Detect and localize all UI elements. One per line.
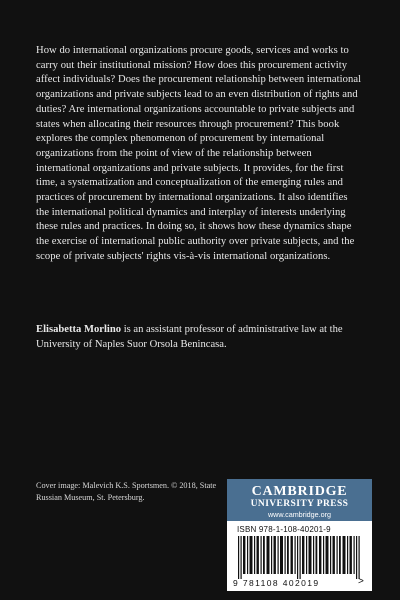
barcode-digits: 9 781108 402019 (233, 578, 320, 588)
publisher-url: www.cambridge.org (267, 510, 332, 519)
blurb-paragraph: How do international organizations procure goods, services and works to carry out their institutional mission? How does this procurement activity affect individuals? Does the procurement relationship between international organizations and private subjects lead to an even distribution of rights and duties? Are international organizations accountable to private subjects and states when allocating their resources through procurement? This book explores the complex phenomenon of procurement by international organizations from the point of view of the relationship between international organizations and private subjects. It provides, for the first time, a systematization and conceptualization of the emerging rules and practices of procurement by international organizations. It also identifies the international political dynamics and interplay of interests underlying these rules and practices. In doing so, it shows how these dynamics shape the exercise of international public authority over private subjects, and the scope of private subjects' rights vis-à-vis international organizations. (36, 45, 362, 262)
isbn-label: ISBN 978-1-108-40201-9 (237, 525, 331, 534)
barcode-chevron: > (358, 576, 364, 587)
book-blurb (36, 44, 362, 265)
publisher-subtitle: UNIVERSITY PRESS (250, 499, 349, 509)
author-bio (36, 323, 362, 352)
author-name: Elisabetta Morlino (36, 324, 122, 335)
publisher-name: CAMBRIDGE (251, 484, 348, 499)
cover-image-credit: Cover image: Malevich K.S. Sportsmen. © 2018, State Russian Museum, St. Petersburg. (36, 481, 217, 502)
author-bio-text: is an assistant professor of administrative law at the University of Naples Suor Orsola Benincasa. (36, 324, 343, 350)
barcode-icon (236, 536, 364, 579)
publisher-logo (227, 479, 372, 521)
publisher-barcode-box (227, 479, 372, 591)
